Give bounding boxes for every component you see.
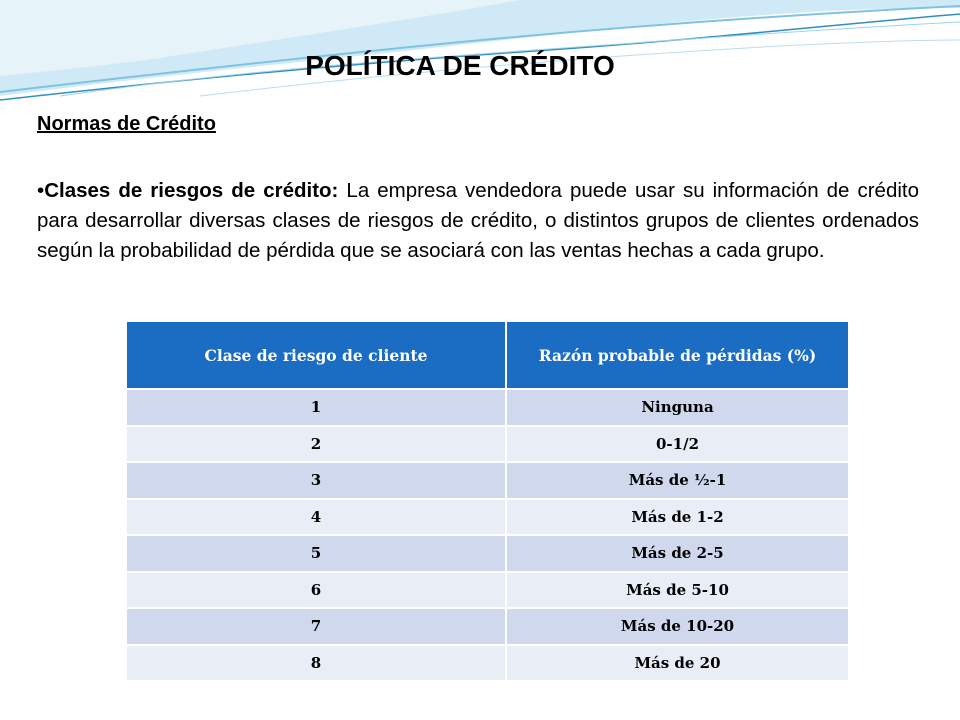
header-loss-ratio: Razón probable de pérdidas (%) <box>506 321 849 389</box>
risk-class-cell: 8 <box>126 645 506 682</box>
slide-title: POLÍTICA DE CRÉDITO <box>305 50 615 81</box>
risk-class-cell: 4 <box>126 499 506 536</box>
section-subtitle: Normas de Crédito <box>37 113 216 135</box>
table-row <box>126 499 849 536</box>
loss-ratio-cell: Más de 1-2 <box>506 499 849 536</box>
table-header-row <box>126 321 849 389</box>
bullet-marker: • <box>37 179 45 202</box>
risk-class-cell: 3 <box>126 462 506 499</box>
risk-class-table <box>125 320 850 682</box>
loss-ratio-cell: Ninguna <box>506 389 849 426</box>
risk-class-cell: 5 <box>126 535 506 572</box>
table-row <box>126 608 849 645</box>
risk-class-cell: 2 <box>126 426 506 463</box>
table-row <box>126 426 849 463</box>
bullet-text: La empresa vendedora puede usar su información de crédito para desarrollar diversas clases de riesgos de crédito, o distintos grupos de clientes ordenados según la probabilidad de pérdida que se asociará con las ventas hechas a cada grupo. <box>37 179 919 262</box>
risk-class-cell: 6 <box>126 572 506 609</box>
header-risk-class: Clase de riesgo de cliente <box>126 321 506 389</box>
risk-class-cell: 1 <box>126 389 506 426</box>
table-row <box>126 572 849 609</box>
loss-ratio-cell: Más de 5-10 <box>506 572 849 609</box>
table-row <box>126 462 849 499</box>
table-row <box>126 645 849 682</box>
table-row <box>126 535 849 572</box>
bullet-term: Clases de riesgos de crédito: <box>44 179 339 202</box>
risk-class-cell: 7 <box>126 608 506 645</box>
loss-ratio-cell: Más de ½-1 <box>506 462 849 499</box>
bullet-paragraph <box>37 176 919 266</box>
loss-ratio-cell: Más de 2-5 <box>506 535 849 572</box>
table-row <box>126 389 849 426</box>
loss-ratio-cell: 0-1/2 <box>506 426 849 463</box>
loss-ratio-cell: Más de 10-20 <box>506 608 849 645</box>
loss-ratio-cell: Más de 20 <box>506 645 849 682</box>
